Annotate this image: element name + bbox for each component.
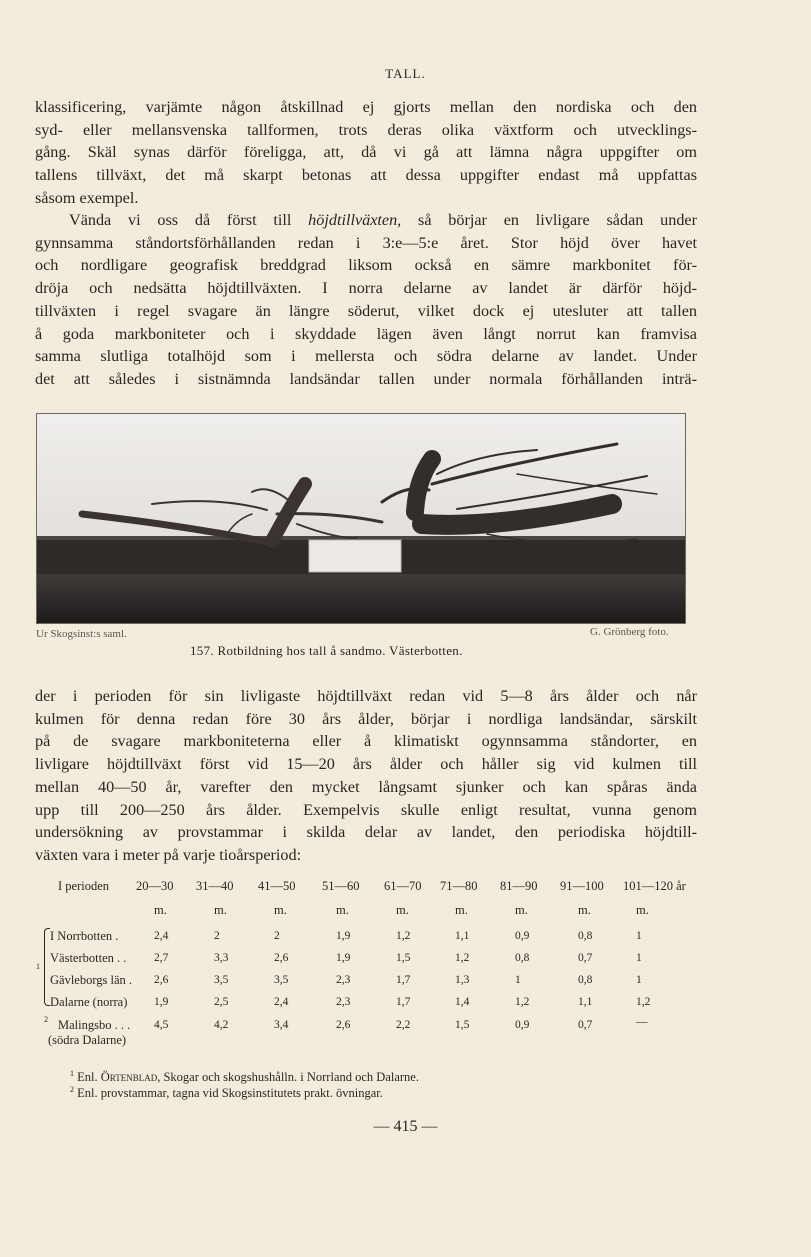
table-cell: 0,8 xyxy=(578,930,593,942)
footnote-text: Enl. xyxy=(77,1070,101,1085)
footnote-marker: 2 xyxy=(70,1085,74,1094)
row-dots: . xyxy=(115,929,119,943)
table-cell: 2,5 xyxy=(214,996,229,1008)
table-cell: — xyxy=(636,1016,648,1028)
table-cell: 1 xyxy=(636,952,642,964)
text-line: gång. Skäl synas därför föreligga, att, då vi gå att lämna några uppgifter om xyxy=(35,143,697,162)
footnote-text: Skogar och skogshushålln. i Norrland och Dalarne. xyxy=(160,1070,419,1085)
table-cell: 1,2 xyxy=(396,930,411,942)
table-unit: m. xyxy=(336,903,349,917)
table-cell: 0,7 xyxy=(578,1019,593,1031)
paragraph-1 xyxy=(35,96,697,210)
table-cell: 3,3 xyxy=(214,952,229,964)
table-cell: 0,9 xyxy=(515,930,530,942)
table-cell: 1,9 xyxy=(336,952,351,964)
text-line: kulmen för denna redan före 30 års ålder, börjar i nordliga landsändar, särskilt xyxy=(35,709,697,728)
text-run: Vända vi oss då först till xyxy=(69,211,309,229)
table-row-label xyxy=(58,1018,130,1033)
table-cell: 1,2 xyxy=(455,952,470,964)
text-line: dröja och nedsätta höjdtillväxten. I norra delarne av landet är därför höjd- xyxy=(35,279,697,298)
table-unit: m. xyxy=(154,903,167,917)
table-cell: 2,4 xyxy=(154,930,169,942)
page-number: — 415 — xyxy=(373,1118,438,1135)
text-line: tillväxten i regel svagare än längre söderut, vilket dock ej utesluter att tallen xyxy=(35,301,697,320)
table-cell: 1,5 xyxy=(455,1019,470,1031)
table-cell: 1,2 xyxy=(515,996,530,1008)
table-unit: m. xyxy=(274,903,287,917)
table-period-header: 101—120 år xyxy=(623,879,686,893)
root-photo-illustration xyxy=(37,414,685,623)
text-line: syd- eller mellansvenska tallformen, trots deras olika växtform och utvecklings- xyxy=(35,120,697,139)
row-name: I Norrbotten xyxy=(50,929,113,943)
table-cell: 2,3 xyxy=(336,974,351,986)
text-line: gynnsamma ståndortsförhållanden redan i 3:e—5:e året. Stor höjd över havet xyxy=(35,233,697,252)
text-line xyxy=(35,209,697,232)
figure-caption: 157. Rotbildning hos tall å sandmo. Västerbotten. xyxy=(190,643,463,658)
row-name: Gävleborgs län xyxy=(50,973,126,987)
table-period-header: 91—100 xyxy=(560,879,604,893)
footnote-marker: 1 xyxy=(70,1069,74,1078)
text-line: livligare höjdtillväxt först vid 15—20 års ålder och håller sig vid kulmen till xyxy=(35,755,697,774)
emphasis-term: höjdtillväxten, xyxy=(308,211,402,229)
table-cell: 2,2 xyxy=(396,1019,411,1031)
text-line: tallens tillväxt, det må skarpt betonas att dessa uppgifter endast må uppfattas xyxy=(35,166,697,185)
table-cell: 1,3 xyxy=(455,974,470,986)
table-period-header: 81—90 xyxy=(500,879,538,893)
table-cell: 1,5 xyxy=(396,952,411,964)
table-cell: 1,7 xyxy=(396,996,411,1008)
footnote-marker: 1 xyxy=(36,962,40,971)
photo-credit-collection: Ur Skogsinst:s saml. xyxy=(36,628,127,640)
footnote-text: Enl. provstammar, tagna vid Skogsinstitutets prakt. övningar. xyxy=(77,1086,383,1101)
table-cell: 3,5 xyxy=(214,974,229,986)
table-period-header: 31—40 xyxy=(196,879,234,893)
text-line: der i perioden för sin livligaste höjdtillväxt redan vid 5—8 års ålder och når xyxy=(35,687,697,705)
table-cell: 1,7 xyxy=(396,974,411,986)
table-cell: 1,1 xyxy=(455,930,470,942)
row-name: Malingsbo xyxy=(58,1018,112,1032)
row-dots: . . xyxy=(117,951,127,965)
table-unit: m. xyxy=(636,903,649,917)
table-row-label xyxy=(50,929,118,944)
table-cell: 0,8 xyxy=(515,952,530,964)
row-name: Västerbotten xyxy=(50,951,114,965)
table-cell: 1,9 xyxy=(336,930,351,942)
running-head: TALL. xyxy=(385,66,426,81)
table-cell: 1,1 xyxy=(578,996,593,1008)
table-cell: 1 xyxy=(636,930,642,942)
text-line: växten vara i meter på varje tioårsperiod: xyxy=(35,845,302,864)
text-line: mellan 40—50 år, varefter den mycket långsamt sjunker och kan spåras ända xyxy=(35,777,697,796)
table-period-header: 61—70 xyxy=(384,879,422,893)
table-period-label: I perioden xyxy=(58,879,110,893)
table-period-header: 20—30 xyxy=(136,879,174,893)
table-cell: 2,6 xyxy=(274,952,289,964)
table-period-header: 51—60 xyxy=(322,879,360,893)
text-run: så börjar en livligare sådan under xyxy=(401,211,697,229)
table-cell: 4,2 xyxy=(214,1019,229,1031)
table-cell: 2,4 xyxy=(274,996,289,1008)
table-cell: 0,9 xyxy=(515,1019,530,1031)
paragraph-3 xyxy=(35,685,697,867)
text-line: undersökning av provstammar i skilda delar av landet, den periodiska höjdtill- xyxy=(35,823,697,842)
table-cell: 2,3 xyxy=(336,996,351,1008)
row-dots: . xyxy=(128,973,133,987)
text-line: det att således i sistnämnda landsändar tallen under normala förhållanden inträ- xyxy=(35,369,697,388)
table-cell: 0,8 xyxy=(578,974,593,986)
table-row-label xyxy=(50,973,132,988)
table-cell: 2,6 xyxy=(154,974,169,986)
table-cell: 3,5 xyxy=(274,974,289,986)
table-cell: 2 xyxy=(274,930,280,942)
table-period-header: 71—80 xyxy=(440,879,478,893)
table-cell: 1 xyxy=(636,974,642,986)
table-cell: 3,4 xyxy=(274,1019,289,1031)
footnote-author: Örtenblad, xyxy=(100,1070,161,1085)
table-unit: m. xyxy=(515,903,528,917)
table-unit: m. xyxy=(455,903,468,917)
text-line: såsom exempel. xyxy=(35,188,139,207)
table-row-label xyxy=(50,995,127,1010)
table-cell: 0,7 xyxy=(578,952,593,964)
text-line: klassificering, varjämte någon åtskillnad ej gjorts mellan den nordiska och den xyxy=(35,98,697,116)
table-unit: m. xyxy=(396,903,409,917)
table-unit: m. xyxy=(578,903,591,917)
photo-credit-photographer: G. Grönberg foto. xyxy=(590,626,669,638)
row-name: Dalarne (norra) xyxy=(50,995,128,1009)
table-period-header: 41—50 xyxy=(258,879,296,893)
table-cell: 2 xyxy=(214,930,220,942)
text-line: på de svagare markboniteterna eller å klimatiskt ogynnsamma ståndorter, en xyxy=(35,732,697,751)
footnote-2 xyxy=(70,1085,383,1101)
text-line: och nordligare geografisk breddgrad liksom också en sämre markbonitet för- xyxy=(35,256,697,275)
table-cell: 1 xyxy=(515,974,521,986)
table-row-sublabel: (södra Dalarne) xyxy=(48,1033,127,1047)
table-cell: 1,4 xyxy=(455,996,470,1008)
table-row-label xyxy=(50,951,126,966)
footnote-1 xyxy=(70,1069,419,1085)
root-photograph xyxy=(36,413,686,624)
table-unit: m. xyxy=(214,903,227,917)
table-cell: 2,7 xyxy=(154,952,169,964)
footnote-marker: 2 xyxy=(44,1015,48,1024)
paragraph-2 xyxy=(35,209,697,391)
table-cell: 4,5 xyxy=(154,1019,169,1031)
table-cell: 1,2 xyxy=(636,996,651,1008)
row-dots: . . . xyxy=(114,1018,131,1032)
text-line: samma slutliga totalhöjd som i mellersta och södra delarne av landet. Under xyxy=(35,347,697,366)
table-cell: 1,9 xyxy=(154,996,169,1008)
text-line: å goda markboniteter och i skyddade lägen även långt norrut kan framvisa xyxy=(35,324,697,343)
text-line: upp till 200—250 års ålder. Exempelvis skulle enligt resultat, vunna genom xyxy=(35,800,697,819)
table-cell: 2,6 xyxy=(336,1019,351,1031)
